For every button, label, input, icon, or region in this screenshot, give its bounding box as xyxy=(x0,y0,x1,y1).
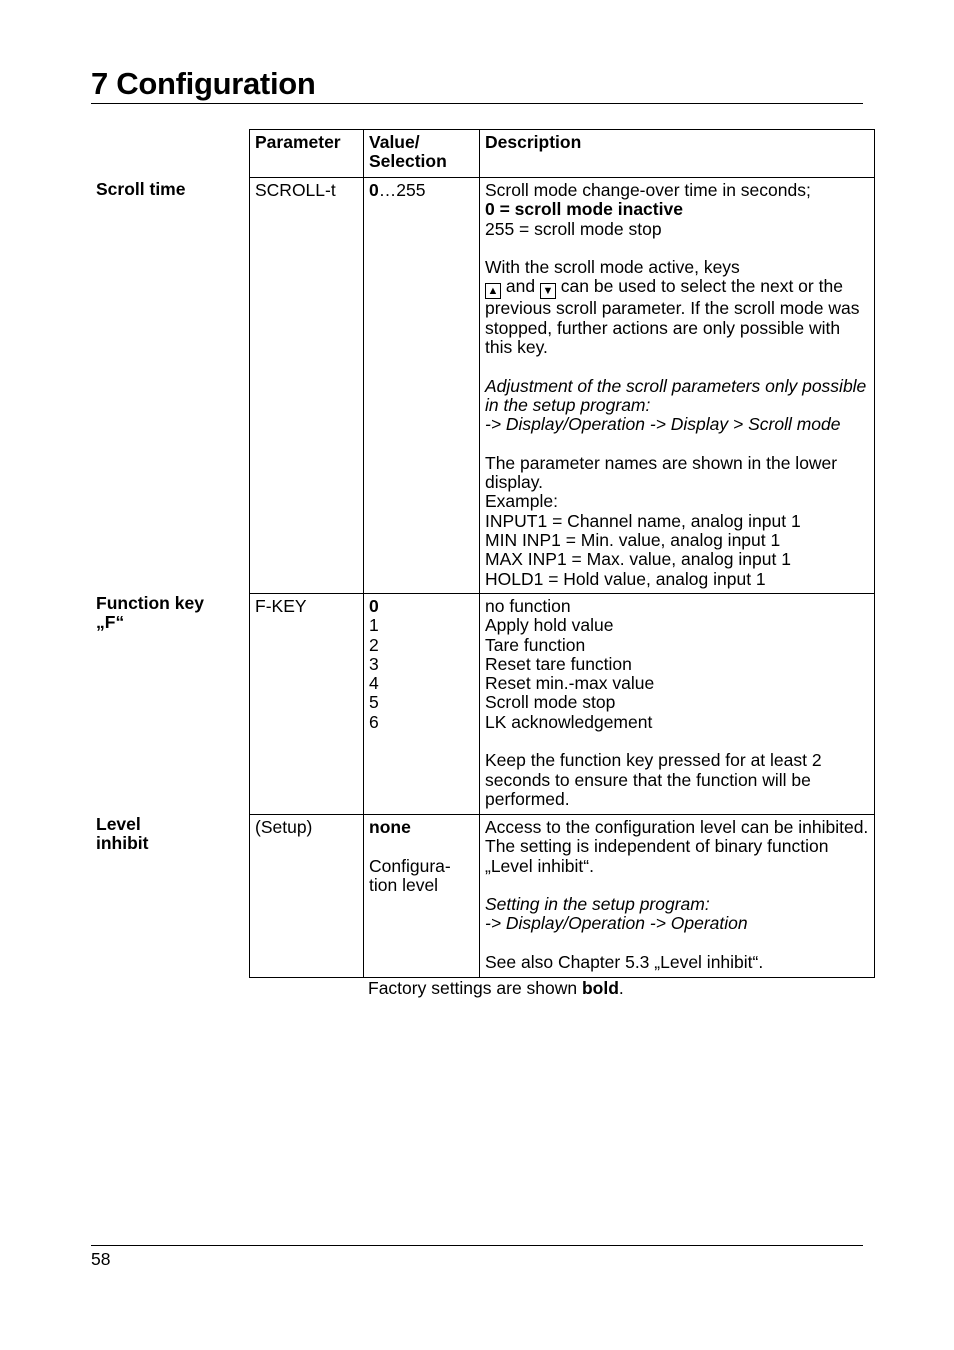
label-level-inhibit xyxy=(96,815,148,854)
scroll-time-description xyxy=(480,178,875,594)
header-parameter: Parameter xyxy=(250,130,364,178)
scroll-desc-example: Example: xyxy=(485,491,558,512)
footer-rule xyxy=(91,1245,863,1246)
function-key-option: Scroll mode stop xyxy=(485,692,616,713)
scroll-time-value xyxy=(364,178,480,594)
factory-settings-note xyxy=(368,978,624,998)
label-function-key xyxy=(96,594,204,633)
scroll-desc-example-item: MAX INP1 = Max. value, analog input 1 xyxy=(485,549,791,570)
scroll-desc-example-item: HOLD1 = Hold value, analog input 1 xyxy=(485,568,766,589)
scroll-desc-italic-2: -> Display/Operation -> Display > Scroll mode xyxy=(485,414,841,435)
label-function-key-line1: Function key xyxy=(96,593,204,613)
function-key-value: 5 xyxy=(369,692,379,713)
function-key-option: Reset min.-max value xyxy=(485,673,655,694)
function-key-value: 4 xyxy=(369,673,379,694)
page-number: 58 xyxy=(91,1249,111,1269)
scroll-desc-line3: 255 = scroll mode stop xyxy=(485,218,662,239)
table-row-level-inhibit xyxy=(250,814,875,977)
scroll-time-parameter: SCROLL-t xyxy=(250,178,364,594)
function-key-value: 6 xyxy=(369,711,379,732)
scroll-desc-line1: Scroll mode change-over time in seconds; xyxy=(485,180,811,200)
function-key-note: Keep the function key pressed for at least 2 seconds to ensure that the function will be performed. xyxy=(485,750,822,809)
function-key-parameter: F-KEY xyxy=(250,593,364,814)
label-level-inhibit-line1: Level xyxy=(96,814,141,834)
down-arrow-key-icon: ▼ xyxy=(540,283,556,299)
label-function-key-line2: „F“ xyxy=(96,612,125,633)
chapter-heading: 7 Configuration xyxy=(91,66,316,101)
function-key-option: LK acknowledgement xyxy=(485,711,653,732)
function-key-values xyxy=(364,593,480,814)
level-inhibit-option-line2: tion level xyxy=(369,874,439,895)
function-key-description xyxy=(480,593,875,814)
function-key-value: 1 xyxy=(369,615,379,636)
header-value-line2: Selection xyxy=(369,151,447,172)
heading-rule xyxy=(91,103,863,104)
scroll-desc-keys-and: and xyxy=(501,276,540,297)
scroll-desc-keys-rest: can be used to select the next or the previous scroll parameter. If the scroll mode was stopped, further actions are only possible with this key. xyxy=(485,276,860,358)
up-arrow-key-icon: ▲ xyxy=(485,283,501,299)
scroll-desc-names-intro: The parameter names are shown in the lower display. xyxy=(485,452,838,493)
level-inhibit-desc-italic-1: Setting in the setup program: xyxy=(485,894,710,915)
function-key-option: Reset tare function xyxy=(485,653,632,674)
level-inhibit-description xyxy=(480,814,875,977)
level-inhibit-default: none xyxy=(369,816,411,837)
function-key-value: 0 xyxy=(369,595,379,616)
function-key-option: Apply hold value xyxy=(485,615,614,636)
level-inhibit-desc-main: Access to the configuration level can be inhibited. The setting is independent of binary function „Level inhibit“. xyxy=(485,816,869,876)
scroll-time-range: …255 xyxy=(378,180,426,200)
level-inhibit-option-line1: Configura- xyxy=(369,855,451,876)
scroll-time-default: 0 xyxy=(369,180,379,200)
table-header-row xyxy=(250,130,875,178)
header-description: Description xyxy=(480,130,875,178)
function-key-value: 2 xyxy=(369,634,379,655)
scroll-desc-italic-1: Adjustment of the scroll parameters only possible in the setup program: xyxy=(485,375,867,415)
scroll-desc-example-item: MIN INP1 = Min. value, analog input 1 xyxy=(485,530,781,551)
scroll-desc-keys xyxy=(485,277,870,357)
scroll-desc-example-item: INPUT1 = Channel name, analog input 1 xyxy=(485,510,801,531)
level-inhibit-values xyxy=(364,814,480,977)
level-inhibit-see-also: See also Chapter 5.3 „Level inhibit“. xyxy=(485,952,764,973)
level-inhibit-parameter: (Setup) xyxy=(250,814,364,977)
table-row-function-key xyxy=(250,593,875,814)
function-key-option: no function xyxy=(485,595,571,616)
header-value xyxy=(364,130,480,178)
function-key-option: Tare function xyxy=(485,634,586,655)
table-row-scroll-time xyxy=(250,178,875,594)
footnote-bold-word: bold xyxy=(581,978,619,998)
header-value-line1: Value/ xyxy=(369,132,420,152)
scroll-desc-line2: 0 = scroll mode inactive xyxy=(485,199,683,220)
label-scroll-time: Scroll time xyxy=(96,179,186,199)
function-key-value: 3 xyxy=(369,653,379,674)
scroll-desc-keys-intro: With the scroll mode active, keys xyxy=(485,257,740,278)
footnote-suffix: . xyxy=(618,978,624,998)
label-level-inhibit-line2: inhibit xyxy=(96,833,149,854)
parameter-table xyxy=(249,129,875,978)
level-inhibit-desc-italic-2: -> Display/Operation -> Operation xyxy=(485,913,748,934)
footnote-prefix: Factory settings are shown xyxy=(368,978,582,998)
